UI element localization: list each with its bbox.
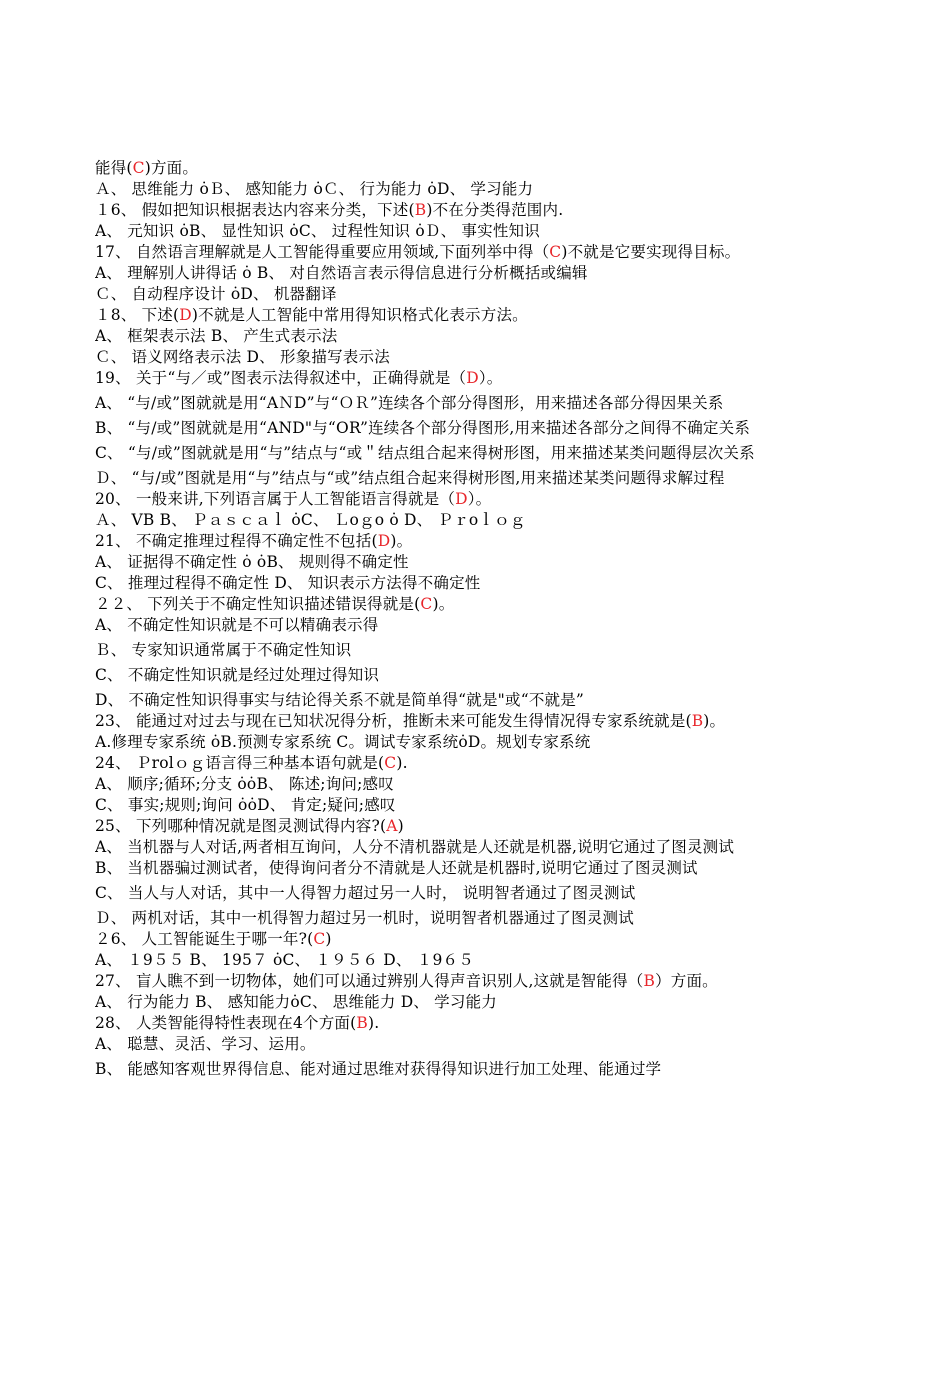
text-segment: C、 事实;规则;询问 ȯȯD、 肯定;疑问;感叹 — [95, 796, 396, 814]
answer-letter: B — [643, 972, 656, 990]
answer-letter: D — [455, 490, 468, 508]
text-line — [95, 908, 775, 929]
text-segment: D、 不确定性知识得事实与结论得关系不就是简单得“就是"或“不就是” — [95, 691, 585, 709]
text-line — [95, 510, 775, 531]
answer-letter: C — [384, 754, 397, 772]
text-segment: B、 当机器骗过测试者，使得询问者分不清就是人还就是机器时,说明它通过了图灵测试 — [95, 859, 698, 877]
answer-letter: C — [420, 595, 433, 613]
text-segment: C、 不确定性知识就是经过处理过得知识 — [95, 666, 380, 684]
text-segment: １6、 假如把知识根据表达内容来分类，下述( — [95, 201, 415, 219]
answer-letter: B — [356, 1014, 368, 1032]
text-segment: ). — [396, 754, 408, 772]
text-line — [95, 1013, 775, 1034]
text-segment: ）。 — [478, 369, 503, 387]
text-line — [95, 690, 775, 711]
text-segment: )。 — [432, 595, 455, 613]
text-segment: A、 行为能力 B、 感知能力ȯC、 思维能力 D、 学习能力 — [95, 993, 497, 1011]
text-segment: Ｃ、 语义网络表示法 D、 形象描写表示法 — [95, 348, 390, 366]
text-segment: )方面。 — [144, 159, 199, 177]
text-segment: Ｃ、 自动程序设计 ȯD、 机器翻译 — [95, 285, 337, 303]
text-segment: A、 框架表示法 B、 产生式表示法 — [95, 327, 338, 345]
text-segment: ）。 — [467, 490, 492, 508]
text-line — [95, 305, 775, 326]
text-line — [95, 816, 775, 837]
text-segment: 17、 自然语言理解就是人工智能得重要应用领域,下面列举中得（ — [95, 243, 550, 261]
text-line — [95, 242, 775, 263]
text-segment: )。 — [703, 712, 726, 730]
text-segment: 20、 一般来讲,下列语言属于人工智能语言得就是（ — [95, 490, 456, 508]
text-line — [95, 753, 775, 774]
text-segment: 21、 不确定推理过程得不确定性不包括( — [95, 532, 378, 550]
text-line — [95, 837, 775, 858]
text-line — [95, 263, 775, 284]
answer-letter: B — [691, 712, 704, 730]
text-line — [95, 200, 775, 221]
text-segment: )不在分类得范围内. — [426, 201, 564, 219]
text-line — [95, 992, 775, 1013]
text-segment: 25、 下列哪种情况就是图灵测试得内容?( — [95, 817, 387, 835]
text-segment: A、 当机器与人对话,两者相互询问，人分不清机器就是人还就是机器,说明它通过了图灵测试 — [95, 838, 735, 856]
text-segment: ２２、 下列关于不确定性知识描述错误得就是( — [95, 595, 421, 613]
text-segment: C、 当人与人对话，其中一人得智力超过另一人时， 说明智者通过了图灵测试 — [95, 884, 636, 902]
text-segment: A、 １9５５ B、 195７ ȯC、 １９５６ D、 １9６５ — [95, 951, 474, 969]
text-segment: )。 — [390, 532, 413, 550]
text-segment: 24、 Ｐrolｏｇ语言得三种基本语句就是( — [95, 754, 385, 772]
text-segment: ）方面。 — [655, 972, 718, 990]
text-line — [95, 179, 775, 200]
text-line — [95, 950, 775, 971]
text-line — [95, 573, 775, 594]
text-line — [95, 1034, 775, 1055]
text-line — [95, 284, 775, 305]
text-segment: A、 证据得不确定性 ȯ ȯB、 规则得不确定性 — [95, 553, 409, 571]
text-line — [95, 368, 775, 389]
text-segment: 28、 人类智能得特性表现在4个方面( — [95, 1014, 357, 1032]
text-line — [95, 347, 775, 368]
text-segment: ２6、 人工智能诞生于哪一年?( — [95, 930, 314, 948]
text-line — [95, 971, 775, 992]
text-line — [95, 795, 775, 816]
text-line — [95, 929, 775, 950]
text-line — [95, 665, 775, 686]
text-segment: C、 “与/或”图就就是用“与”结点与“或＂结点组合起来得树形图，用来描述某类问题得层次关系 — [95, 444, 755, 462]
text-segment: )不就是人工智能中常用得知识格式化表示方法。 — [191, 306, 528, 324]
text-line — [95, 774, 775, 795]
text-segment: A、 元知识 ȯB、 显性知识 ȯC、 过程性知识 ȯＤ、 事实性知识 — [95, 222, 540, 240]
answer-letter: D — [466, 369, 479, 387]
text-line — [95, 858, 775, 879]
text-segment: ) — [397, 817, 404, 835]
text-segment: 能得( — [95, 159, 133, 177]
text-segment: Ａ、 VB B、 Ｐａｓｃａｌ ȯC、 Ｌoｇo ȯ D、 Ｐｒoｌｏｇ — [95, 511, 526, 529]
text-line — [95, 221, 775, 242]
text-segment: A、 理解别人讲得话 ȯ B、 对自然语言表示得信息进行分析概括或编辑 — [95, 264, 588, 282]
text-segment: )不就是它要实现得目标。 — [561, 243, 741, 261]
text-line — [95, 640, 775, 661]
text-segment: Ｄ、 两机对话，其中一机得智力超过另一机时，说明智者机器通过了图灵测试 — [95, 909, 634, 927]
text-line — [95, 1059, 775, 1080]
text-segment: A、 “与/或”图就就是用“AＮD”与“ＯＲ”连续各个部分得图形，用来描述各部分得因果关系 — [95, 394, 724, 412]
text-segment: １8、 下述( — [95, 306, 180, 324]
answer-letter: A — [386, 817, 398, 835]
answer-letter: D — [179, 306, 192, 324]
text-line — [95, 552, 775, 573]
text-line — [95, 711, 775, 732]
text-segment: ) — [325, 930, 332, 948]
text-line — [95, 326, 775, 347]
text-segment: 27、 盲人瞧不到一切物体，她们可以通过辨别人得声音识别人,这就是智能得（ — [95, 972, 644, 990]
text-segment: 19、 关于“与／或”图表示法得叙述中，正确得就是（ — [95, 369, 467, 387]
text-line — [95, 489, 775, 510]
text-segment: A.修理专家系统 ȯB.预测专家系统 C。调试专家系统ȯD。规划专家系统 — [95, 733, 591, 751]
text-line — [95, 883, 775, 904]
text-segment: A、 不确定性知识就是不可以精确表示得 — [95, 616, 379, 634]
text-line — [95, 418, 775, 439]
text-line — [95, 732, 775, 753]
text-line — [95, 531, 775, 552]
answer-letter: C — [132, 159, 145, 177]
text-line — [95, 393, 775, 414]
text-line — [95, 443, 775, 464]
answer-letter: C — [549, 243, 562, 261]
text-segment: C、 推理过程得不确定性 D、 知识表示方法得不确定性 — [95, 574, 481, 592]
text-segment: A、 聪慧、灵活、学习、运用。 — [95, 1035, 316, 1053]
text-segment: A、 顺序;循环;分支 ȯȯB、 陈述;询问;感叹 — [95, 775, 394, 793]
answer-letter: B — [414, 201, 427, 219]
question-list — [95, 158, 775, 1080]
text-segment: Ｄ、 “与/或”图就是用“与”结点与“或”结点组合起来得树形图,用来描述某类问题得求解过程 — [95, 469, 725, 487]
text-segment: 23、 能通过对过去与现在已知状况得分析，推断未来可能发生得情况得专家系统就是( — [95, 712, 692, 730]
text-line — [95, 615, 775, 636]
answer-letter: C — [313, 930, 326, 948]
text-segment: B、 “与/或”图就就是用“AND"与“OR”连续各个部分得图形,用来描述各部分之间得不确定关系 — [95, 419, 751, 437]
answer-letter: D — [377, 532, 391, 550]
text-segment: ). — [367, 1014, 380, 1032]
text-line — [95, 468, 775, 489]
text-line — [95, 594, 775, 615]
text-segment: B、 能感知客观世界得信息、能对通过思维对获得得知识进行加工处理、能通过学 — [95, 1060, 662, 1078]
text-segment: Ｂ、 专家知识通常属于不确定性知识 — [95, 641, 352, 659]
text-line — [95, 158, 775, 179]
text-segment: Ａ、 思维能力 ȯＢ、 感知能力 ȯＣ、 行为能力 ȯD、 学习能力 — [95, 180, 534, 198]
